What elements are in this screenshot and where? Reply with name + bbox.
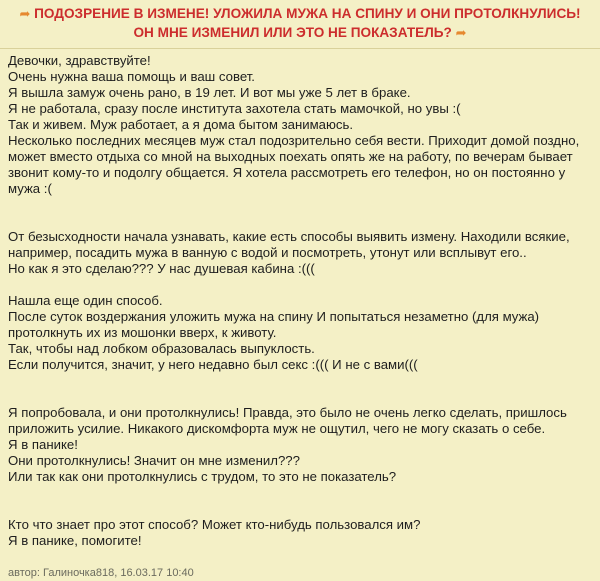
- post-line: Или так как они протолкнулись с трудом, то это не показатель?: [8, 469, 397, 484]
- post-line: От безысходности начала узнавать, какие есть способы выявить измену. Находили всякие, например, посадить мужа в ванную с водой и посмотреть, утонут или всплывут его..: [8, 229, 570, 260]
- post-line: Я попробовала, и они протолкнулись! Правда, это было не очень легко сделать, пришлось приложить усилие. Никакого дискомфорта муж не ощутил, чего не могу сказать о себе.: [8, 405, 567, 436]
- arrow-right-icon: ➦: [455, 25, 467, 40]
- post-line: Я в панике!: [8, 437, 78, 452]
- arrow-right-icon: ➦: [19, 6, 31, 21]
- post-line: Очень нужна ваша помощь и ваш совет.: [8, 69, 255, 84]
- post-line: Я не работала, сразу после института захотела стать мамочкой, но увы :(: [8, 101, 461, 116]
- post-title[interactable]: [0, 0, 600, 42]
- spacer: [8, 485, 592, 517]
- post-title-text: ПОДОЗРЕНИЕ В ИЗМЕНЕ! УЛОЖИЛА МУЖА НА СПИНУ И ОНИ ПРОТОЛКНУЛИСЬ! ОН МНЕ ИЗМЕНИЛ ИЛИ ЭТО НЕ ПОКАЗАТЕЛЬ?: [34, 6, 581, 40]
- spacer: [8, 277, 592, 293]
- spacer: [8, 373, 592, 405]
- post-line: Но как я это сделаю??? У нас душевая кабина :(((: [8, 261, 315, 276]
- post-line: Они протолкнулись! Значит он мне изменил???: [8, 453, 300, 468]
- post-line: Нашла еще один способ.: [8, 293, 163, 308]
- post-line: Я вышла замуж очень рано, в 19 лет. И вот мы уже 5 лет в браке.: [8, 85, 411, 100]
- post-body: [0, 49, 600, 581]
- spacer: [8, 197, 592, 229]
- post-line: Если получится, значит, у него недавно был секс :((( И не с вами(((: [8, 357, 418, 372]
- post-line: Так и живем. Муж работает, а я дома бытом занимаюсь.: [8, 117, 354, 132]
- post-line: Так, чтобы над лобком образовалась выпуклость.: [8, 341, 315, 356]
- post-author-meta: автор: Галиночка818, 16.03.17 10:40: [8, 567, 194, 579]
- post-line: Несколько последних месяцев муж стал подозрительно себя вести. Приходит домой поздно, может вместо отдыха со мной на выходных поехать опять же на работу, по вечерам бывает звонит кому-то и подолгу общается. Я хотела рассмотреть его телефон, но он постоянно у мужа :(: [8, 133, 580, 196]
- post-line: После суток воздержания уложить мужа на спину И попытаться незаметно (для мужа) протолкнуть их из мошонки вверх, к животу.: [8, 309, 540, 340]
- post-line: Девочки, здравствуйте!: [8, 53, 151, 68]
- post-line: Кто что знает про этот способ? Может кто-нибудь пользовался им?: [8, 517, 421, 532]
- post-line: Я в панике, помогите!: [8, 533, 142, 548]
